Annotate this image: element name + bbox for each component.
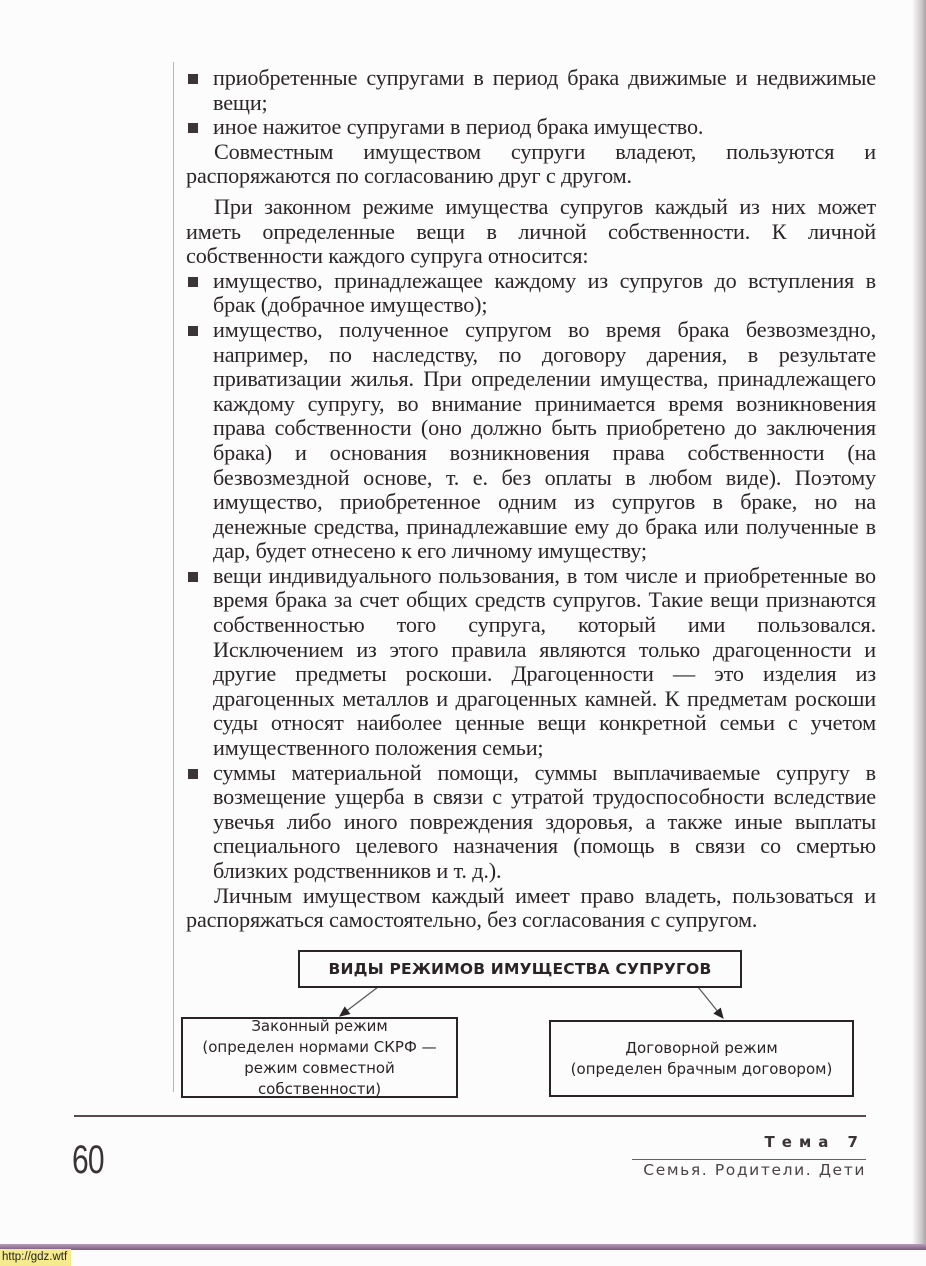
- bullet-square-icon: [188, 572, 198, 582]
- bullet-square-icon: [188, 74, 198, 84]
- list-item: [186, 564, 876, 761]
- topic-title: Семья. Родители. Дети: [643, 1161, 866, 1179]
- bullet-square-icon: [188, 326, 198, 336]
- contract-regime-desc: (определен брачным договором): [570, 1059, 833, 1078]
- legal-regime-box: [181, 1017, 458, 1098]
- bullet-square-icon: [188, 277, 198, 287]
- source-url-label: http://gdz.wtf: [0, 1249, 71, 1266]
- page-edge-shadow: [912, 0, 926, 1245]
- list-item: [186, 115, 876, 140]
- page-number: 60: [72, 1138, 104, 1182]
- contract-regime-title: Договорной режим: [625, 1038, 778, 1057]
- property-regimes-diagram: [160, 940, 880, 1100]
- list-item-text: имущество, полученное супругом во время брака безвозмездно, например, по наследству, по договору дарения, в результате приватизации жилья. При определении имущества, принадлежащего каждому супругу, во внимание принимается время возникновения права собственности (оно должно быть приобретено до заключения брака) и основания возникновения права собственности (на безвозмездной основе, т. е. без оплаты в любом виде). Поэтому имущество, приобретенное одним из супругов в браке, но на денежные средства, принадлежавшие ему до брака или полученные в дар, будет отнесено к его личному имуществу;: [213, 316, 876, 564]
- list-item: [186, 318, 876, 564]
- margin-rule: [173, 62, 174, 1092]
- list-item-text: иное нажитое супругами в период брака имущество.: [213, 114, 704, 140]
- page-body: [186, 66, 876, 933]
- arrow-to-contract-regime: [698, 987, 723, 1018]
- legal-regime-title: Законный режим: [251, 1016, 388, 1035]
- legal-regime-desc-2: режим совместной собственности): [244, 1058, 395, 1098]
- list-item: [186, 269, 876, 318]
- footer-divider: [74, 1115, 866, 1117]
- paragraph: При законном режиме имущества супругов каждый из них может иметь определенные вещи в личной собственности. К личной собственности каждого супруга относится:: [186, 193, 876, 269]
- arrow-to-legal-regime: [340, 987, 378, 1016]
- list-item-text: вещи индивидуального пользования, в том числе и приобретенные во время брака за счет общих средств супругов. Такие вещи признаются собственностью того супруга, который ими пользовался. Исключением из этого правила являются только драгоценности и другие предметы роскоши. Драгоценности — это изделия из драгоценных металлов и драгоценных камней. К предметам роскоши суды относят наиболее ценные вещи конкретной семьи с учетом имущественного положения семьи;: [213, 562, 876, 761]
- topic-label: Тема 7: [764, 1133, 865, 1151]
- topic-divider: [632, 1159, 866, 1160]
- bullet-square-icon: [188, 123, 198, 133]
- legal-regime-desc-1: (определен нормами СКРФ —: [202, 1037, 437, 1056]
- bottom-color-band: [0, 1244, 926, 1250]
- list-item: [186, 761, 876, 884]
- contract-regime-box: [549, 1020, 854, 1097]
- list-item-text: суммы материальной помощи, суммы выплачиваемые супругу в возмещение ущерба в связи с утратой трудоспособности вследствие увечья либо иного повреждения здоровья, а также иные выплаты специального целевого назначения (помощь в связи со смертью близких родственников и т. д.).: [213, 759, 876, 883]
- list-item-text: приобретенные супругами в период брака движимые и недвижимые вещи;: [213, 65, 876, 115]
- bullet-square-icon: [188, 769, 198, 779]
- paragraph: Личным имуществом каждый имеет право владеть, пользоваться и распоряжаться самостоятельно, без согласования с супругом.: [186, 882, 876, 933]
- paragraph: Совместным имуществом супруги владеют, пользуются и распоряжаются по согласованию друг с другом.: [186, 138, 876, 189]
- list-item: [186, 66, 876, 115]
- diagram-title-box: ВИДЫ РЕЖИМОВ ИМУЩЕСТВА СУПРУГОВ: [298, 950, 742, 988]
- list-item-text: имущество, принадлежащее каждому из супругов до вступления в брак (добрачное имущество);: [213, 267, 876, 318]
